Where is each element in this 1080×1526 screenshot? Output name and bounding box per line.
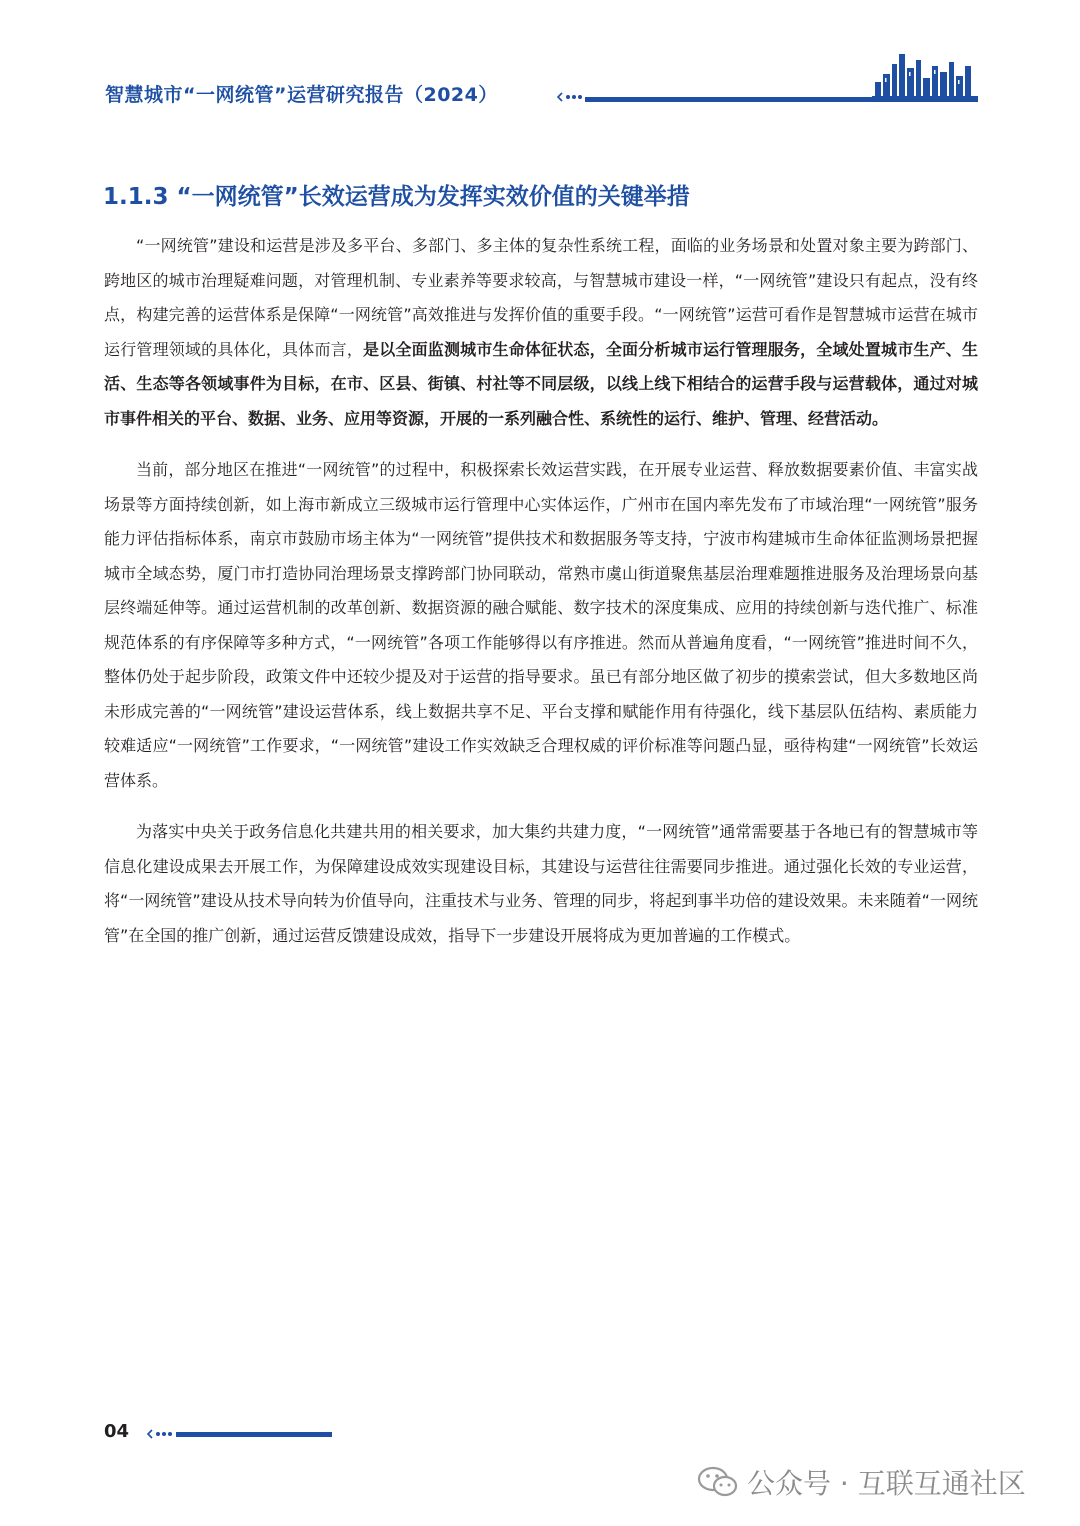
dots-chevron-icon xyxy=(556,90,586,104)
paragraph-1-text: “一网统管”建设和运营是涉及多平台、多部门、多主体的复杂性系统工程，面临的业务场景和处置对象主要为跨部门、跨地区的城市治理疑难问题，对管理机制、专业素养等要求较高，与智慧城市建设一样，“一网统管”建设只有起点，没有终点，构建完善的运营体系是保障“一网统管”高效推进与发挥价值的重要手段。“一网统管”运营可看作是智慧城市运营在城市运行管理领域的具体化，具体而言， xyxy=(104,236,978,359)
footer-rule xyxy=(176,1432,332,1437)
paragraph-1-emphasis: 是以全面监测城市生命体征状态，全面分析城市运行管理服务，全域处置城市生产、生活、生态等各领域事件为目标，在市、区县、街镇、村社等不同层级，以线上线下相结合的运营手段与运营载体，通过对城市事件相关的平台、数据、业务、应用等资源，开展的一系列融合性、系统性的运行、维护、管理、经营活动。 xyxy=(104,339,978,428)
wechat-icon xyxy=(697,1465,739,1499)
header-rule xyxy=(585,97,879,102)
page-number: 04 xyxy=(104,1421,130,1442)
header-title: 智慧城市“一网统管”运营研究报告（2024） xyxy=(105,84,498,106)
paragraph-3: 为落实中央关于政务信息化共建共用的相关要求，加大集约共建力度，“一网统管”通常需要基于各地已有的智慧城市等信息化建设成果去开展工作，为保障建设成效实现建设目标，其建设与运营往往需要同步推进。通过强化长效的专业运营，将“一网统管”建设从技术导向转为价值导向，注重技术与业务、管理的同步，将起到事半功倍的建设效果。未来随着“一网统管”在全国的推广创新，通过运营反馈建设成效，指导下一步建设开展将成为更加普遍的工作模式。 xyxy=(104,822,978,945)
city-skyline-icon xyxy=(872,52,978,104)
dots-chevron-icon xyxy=(146,1427,176,1441)
paragraph-2: 当前，部分地区在推进“一网统管”的过程中，积极探索长效运营实践，在开展专业运营、释放数据要素价值、丰富实战场景等方面持续创新，如上海市新成立三级城市运行管理中心实体运作，广州市在国内率先发布了市域治理“一网统管”服务能力评估指标体系，南京市鼓励市场主体为“一网统管”提供技术和数据服务等支持，宁波市构建城市生命体征监测场景把握城市全域态势，厦门市打造协同治理场景支撑跨部门协同联动，常熟市虞山街道聚焦基层治理难题推进服务及治理场景向基层终端延伸等。通过运营机制的改革创新、数据资源的融合赋能、数字技术的深度集成、应用的持续创新与迭代推广、标准规范体系的有序保障等多种方式，“一网统管”各项工作能够得以有序推进。然而从普遍角度看，“一网统管”推进时间不久，整体仍处于起步阶段，政策文件中还较少提及对于运营的指导要求。虽已有部分地区做了初步的摸索尝试，但大多数地区尚未形成完善的“一网统管”建设运营体系，线上数据共享不足、平台支撑和赋能作用有待强化，线下基层队伍结构、素质能力较难适应“一网统管”工作要求，“一网统管”建设工作实效缺乏合理权威的评价标准等问题凸显，亟待构建“一网统管”长效运营体系。 xyxy=(104,460,978,790)
paragraph-1 xyxy=(104,229,978,436)
section-heading: 1.1.3 “一网统管”长效运营成为发挥实效价值的关键举措 xyxy=(103,184,690,210)
body-text xyxy=(104,229,978,970)
watermark xyxy=(697,1460,1026,1504)
watermark-text: 公众号 · 互联互通社区 xyxy=(747,1467,1026,1500)
